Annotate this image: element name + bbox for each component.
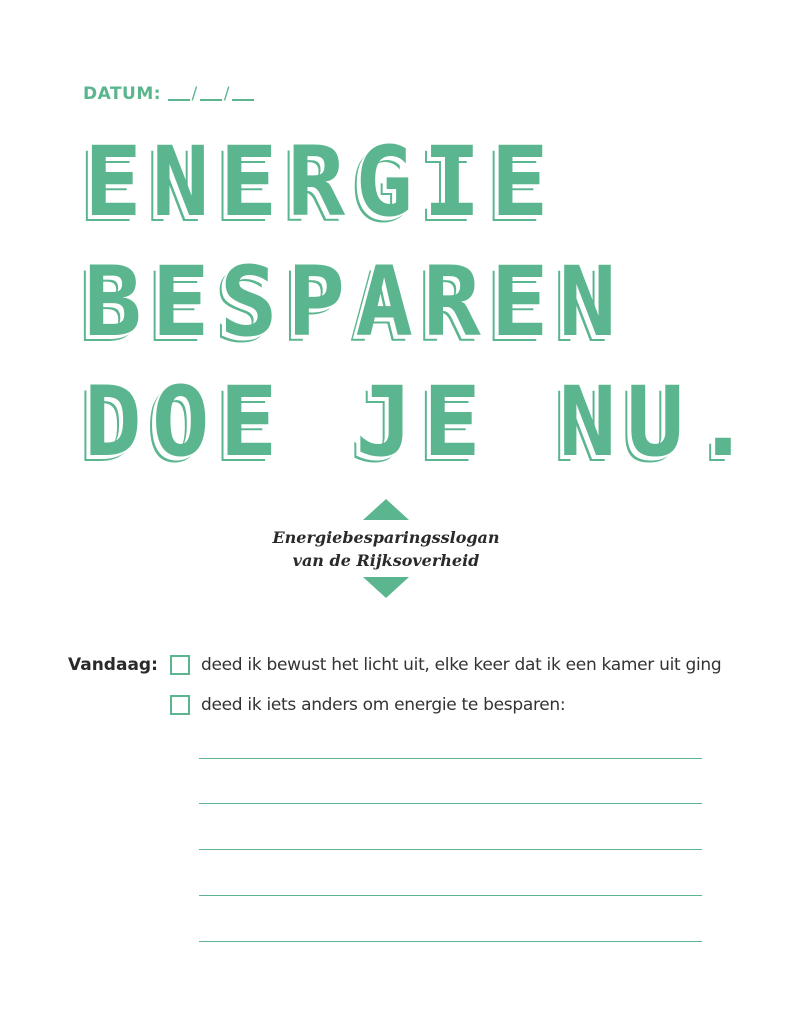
date-label: DATUM:	[83, 84, 162, 104]
triangle-down-icon	[363, 577, 409, 598]
date-year-blank[interactable]	[232, 85, 254, 101]
checkbox-icon[interactable]	[170, 655, 190, 675]
checklist-item-label: deed ik bewust het licht uit, elke keer dat ik een kamer uit ging	[201, 655, 722, 675]
writing-line[interactable]	[199, 758, 702, 759]
triangle-up-icon	[363, 499, 409, 520]
date-separator: /	[191, 84, 198, 104]
headline	[84, 122, 784, 482]
checklist-item-label: deed ik iets anders om energie te besparen:	[201, 695, 566, 715]
headline-line-3: DOE JE NU.	[84, 366, 762, 478]
writing-line[interactable]	[199, 803, 702, 804]
writing-line[interactable]	[199, 895, 702, 896]
checklist-item-other[interactable]	[170, 695, 565, 715]
slogan-caption	[236, 526, 536, 572]
checklist-label: Vandaag:	[68, 655, 158, 675]
checkbox-icon[interactable]	[170, 695, 190, 715]
slogan-line-2: van de Rijksoverheid	[292, 551, 480, 570]
checklist-item-lights-off[interactable]	[170, 655, 721, 675]
headline-line-2: BESPAREN	[84, 246, 627, 358]
slogan-line-1: Energiebesparingsslogan	[272, 528, 500, 547]
headline-line-1: ENERGIE	[84, 126, 559, 238]
date-field	[83, 84, 254, 104]
date-day-blank[interactable]	[168, 85, 190, 101]
date-month-blank[interactable]	[200, 85, 222, 101]
writing-line[interactable]	[199, 941, 702, 942]
writing-line[interactable]	[199, 849, 702, 850]
date-separator: /	[223, 84, 230, 104]
